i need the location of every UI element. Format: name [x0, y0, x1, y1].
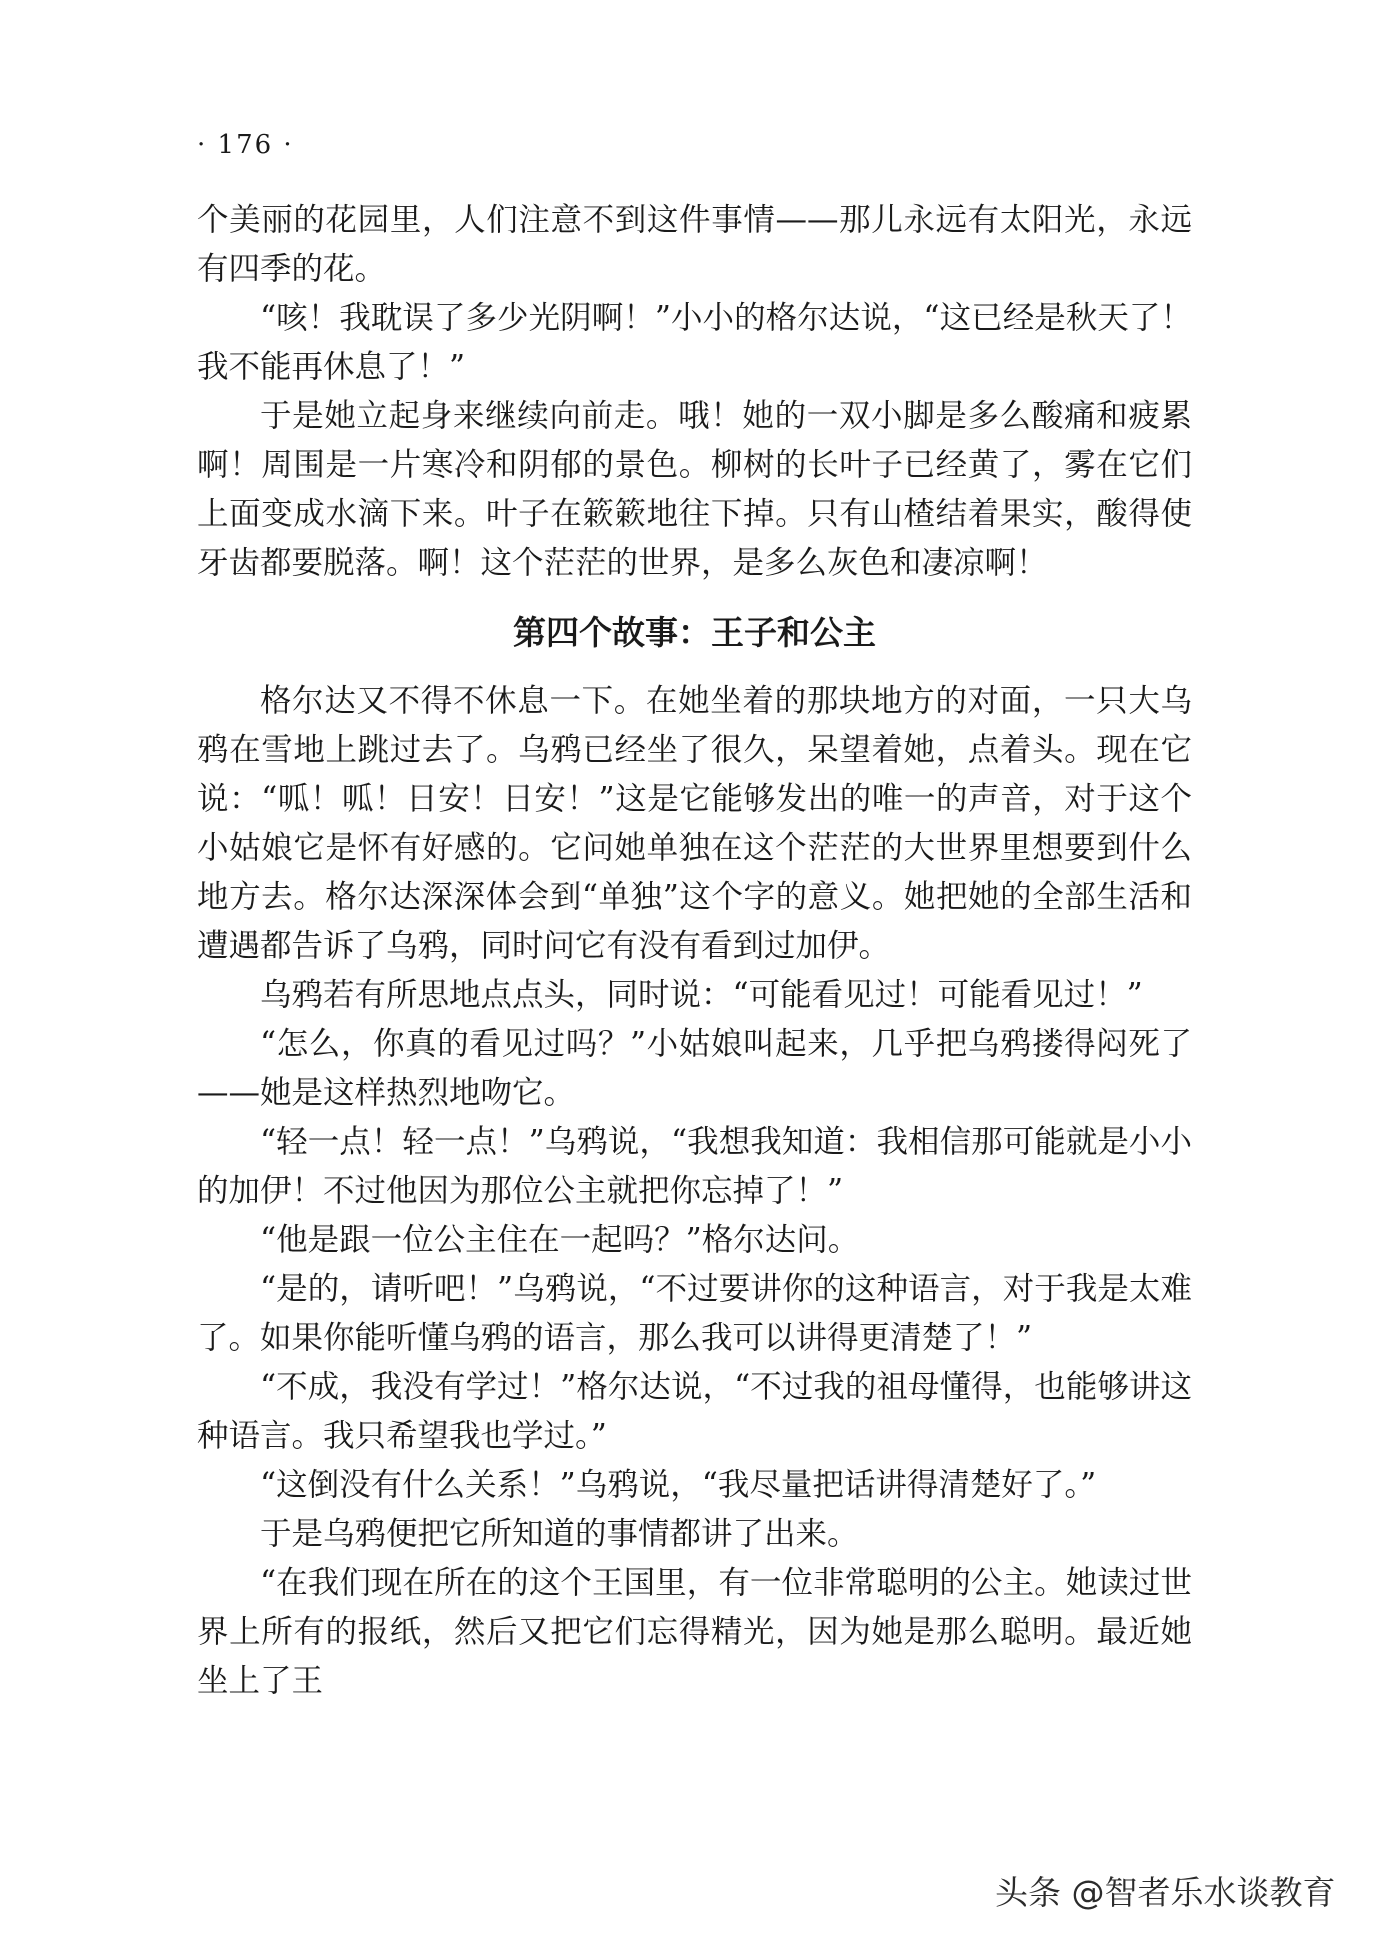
paragraph: 个美丽的花园里，人们注意不到这件事情——那儿永远有太阳光，永远有四季的花。 [197, 202, 1192, 287]
paragraph: “怎么，你真的看见过吗？”小姑娘叫起来，几乎把乌鸦搂得闷死了——她是这样热烈地吻它。 [197, 1026, 1192, 1111]
paragraph: “他是跟一位公主住在一起吗？”格尔达问。 [260, 1222, 860, 1258]
text-block-before [197, 196, 1192, 588]
paragraph: 格尔达又不得不休息一下。在她坐着的那块地方的对面，一只大乌鸦在雪地上跳过去了。乌鸦已经坐了很久，呆望着她，点着头。现在它说：“呱！呱！日安！日安！”这是它能够发出的唯一的声音，对于这个小姑娘它是怀有好感的。它问她单独在这个茫茫的大世界里想要到什么地方去。格尔达深深体会到“单独”这个字的意义。她把她的全部生活和遭遇都告诉了乌鸦，同时问它有没有看到过加伊。 [197, 683, 1192, 964]
paragraph: 于是她立起身来继续向前走。哦！她的一双小脚是多么酸痛和疲累啊！周围是一片寒冷和阴郁的景色。柳树的长叶子已经黄了，雾在它们上面变成水滴下来。叶子在簌簌地往下掉。只有山楂结着果实，酸得使牙齿都要脱落。啊！这个茫茫的世界，是多么灰色和凄凉啊！ [197, 398, 1192, 581]
book-page [197, 130, 1192, 1706]
paragraph: “不成，我没有学过！”格尔达说，“不过我的祖母懂得，也能够讲这种语言。我只希望我也学过。” [197, 1369, 1192, 1454]
page-number: · 176 · [197, 130, 294, 160]
text-block-after [197, 677, 1192, 1706]
paragraph: “这倒没有什么关系！”乌鸦说，“我尽量把话讲得清楚好了。” [260, 1467, 1097, 1503]
paragraph: “轻一点！轻一点！”乌鸦说，“我想我知道：我相信那可能就是小小的加伊！不过他因为那位公主就把你忘掉了！” [197, 1124, 1192, 1209]
watermark: 头条 @智者乐水谈教育 [995, 1873, 1336, 1912]
paragraph: 于是乌鸦便把它所知道的事情都讲了出来。 [260, 1516, 859, 1552]
paragraph: “是的，请听吧！”乌鸦说，“不过要讲你的这种语言，对于我是太难了。如果你能听懂乌鸦的语言，那么我可以讲得更清楚了！” [197, 1271, 1192, 1356]
chapter-title: 第四个故事：王子和公主 [513, 613, 876, 652]
paragraph: 乌鸦若有所思地点点头，同时说：“可能看见过！可能看见过！” [260, 977, 1143, 1013]
paragraph: “在我们现在所在的这个王国里，有一位非常聪明的公主。她读过世界上所有的报纸，然后又把它们忘得精光，因为她是那么聪明。最近她坐上了王 [197, 1565, 1192, 1699]
paragraph: “咳！我耽误了多少光阴啊！”小小的格尔达说，“这已经是秋天了！我不能再休息了！” [197, 300, 1192, 385]
